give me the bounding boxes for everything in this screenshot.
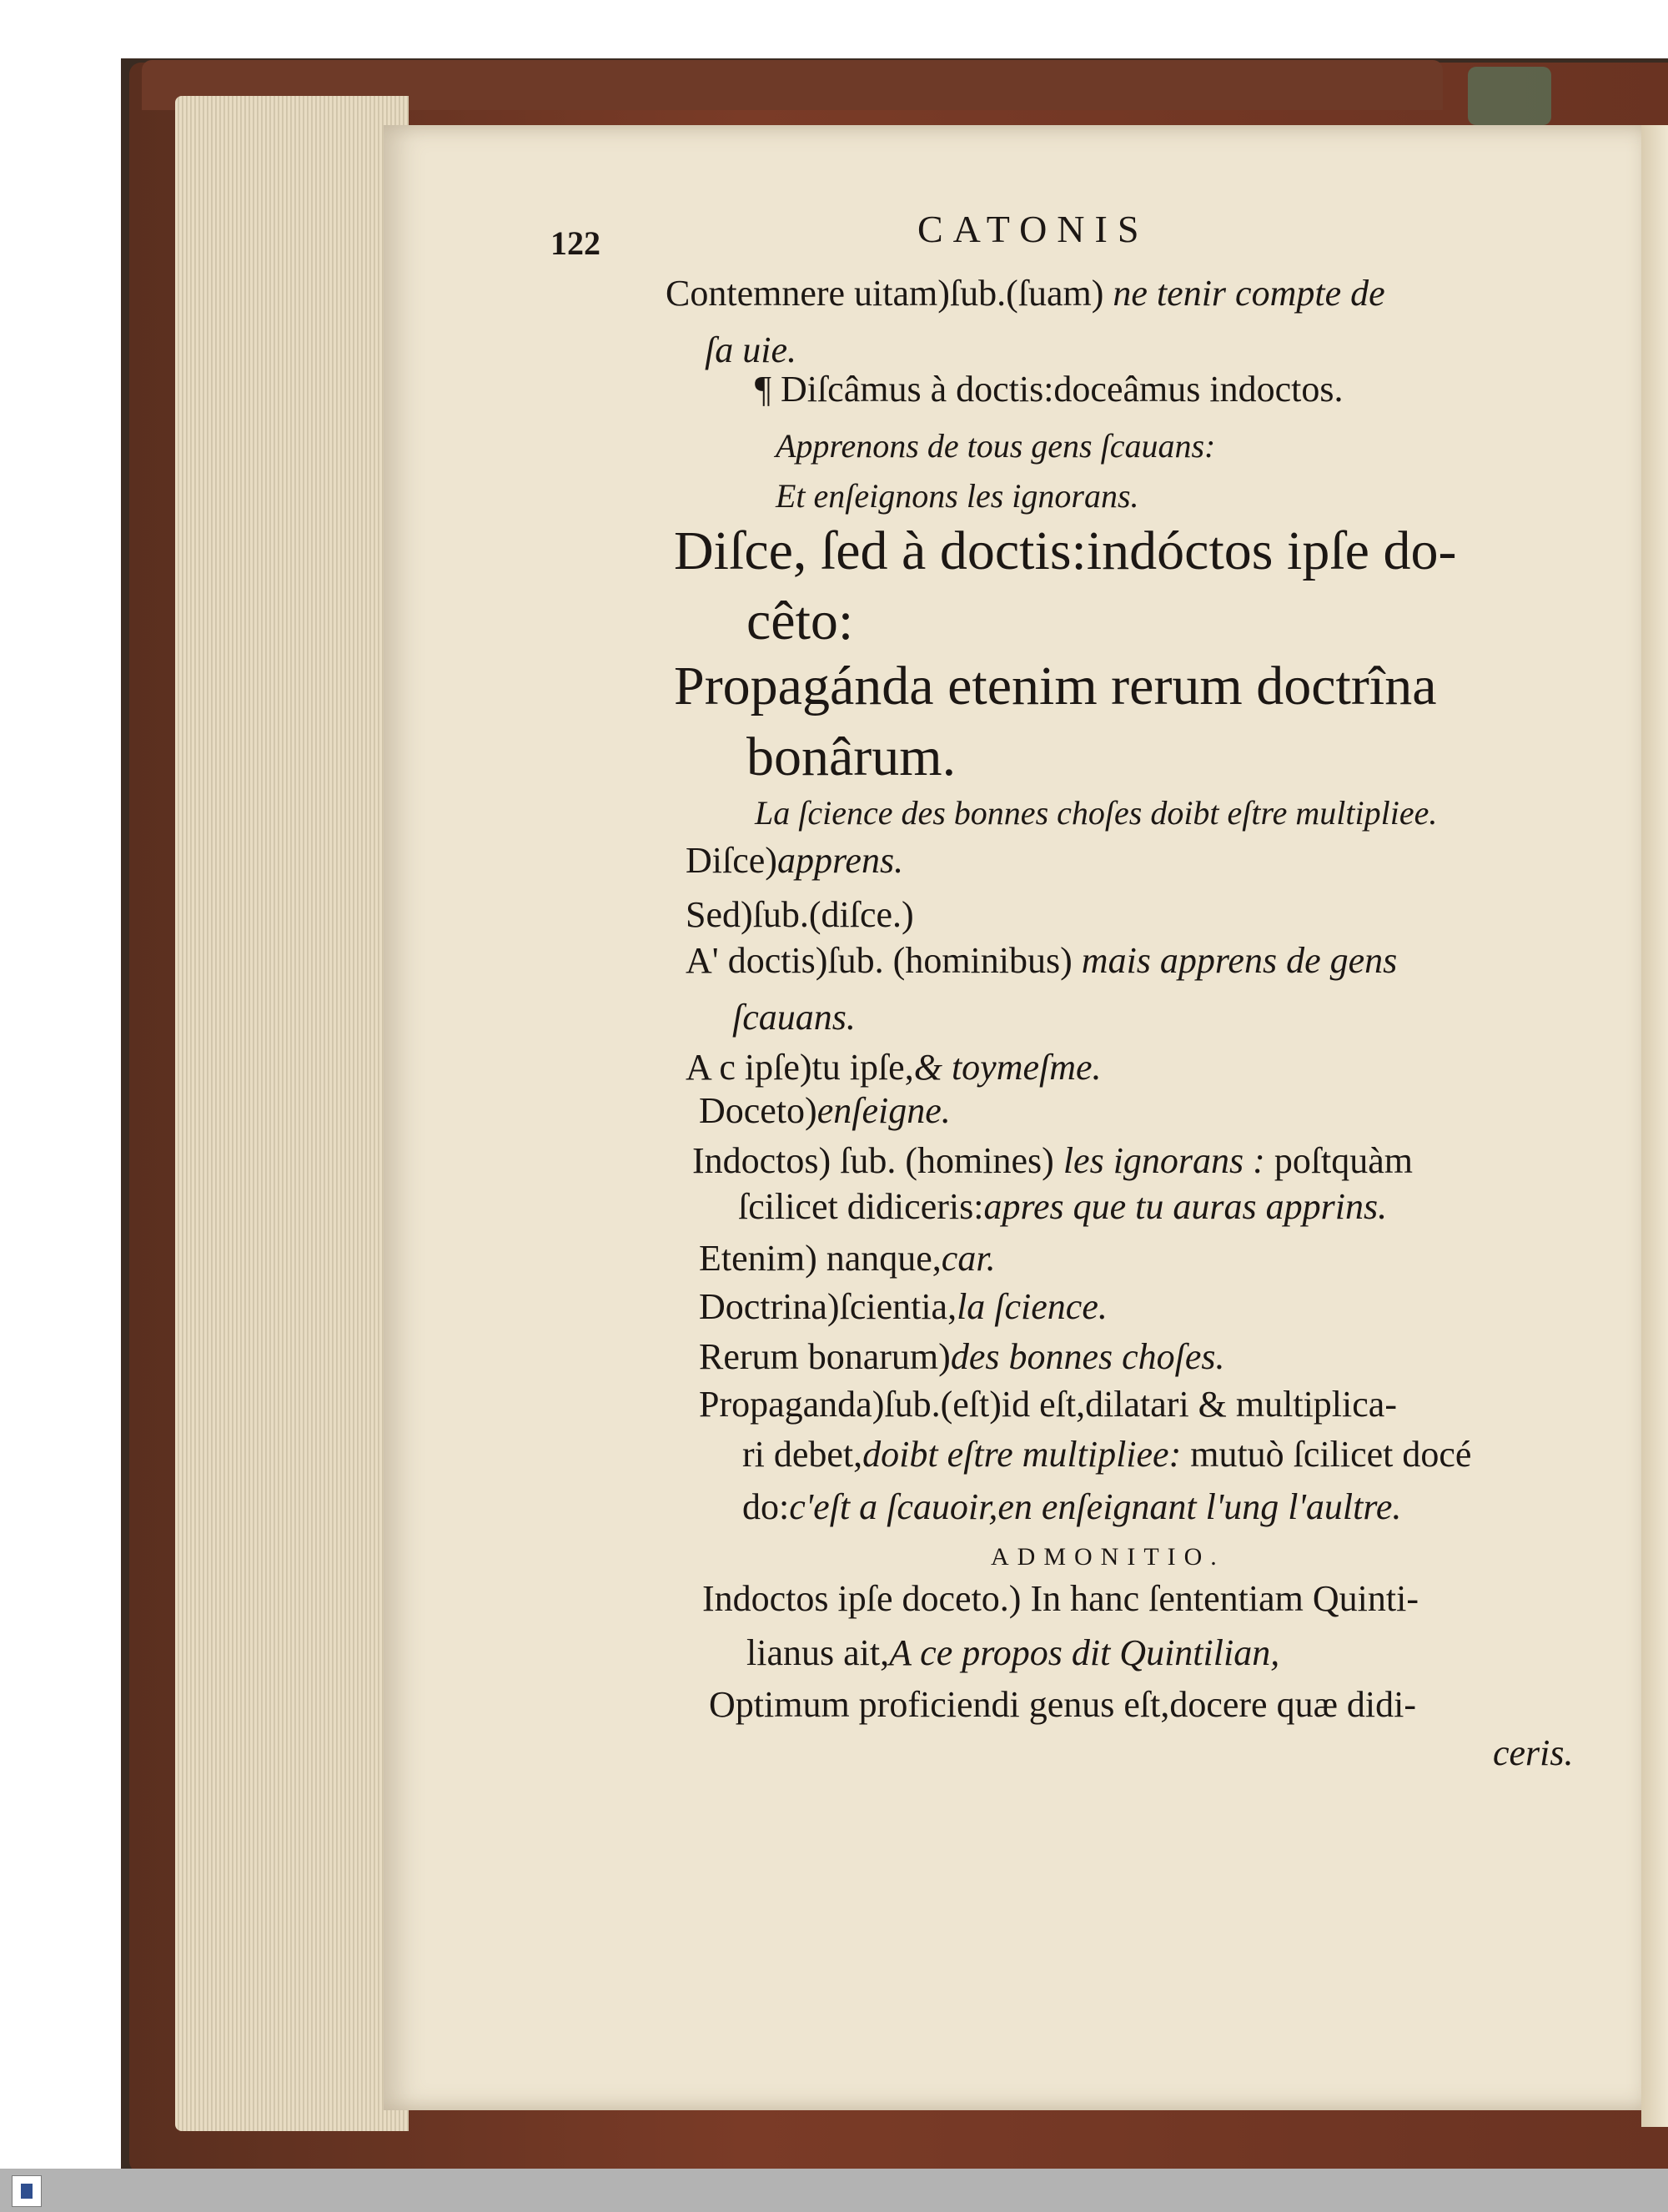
text-line: La ſcience des bonnes choſes doibt eſtre multipliee.: [755, 794, 1438, 832]
text-line: Propaganda)ſub.(eſt)id eſt,dilatari & multiplica-: [699, 1384, 1397, 1425]
section-heading: ADMONITIO.: [991, 1543, 1225, 1571]
library-logo-icon: [12, 2175, 42, 2207]
verse-line: Diſce, ſed à doctis:indóctos ipſe do-: [674, 520, 1457, 581]
text-line: A' doctis)ſub. (hominibus) mais apprens de gens: [686, 940, 1398, 981]
text-line: do:c'eſt a ſcauoir,en enſeignant l'ung l'aultre.: [742, 1486, 1402, 1527]
text-line: Diſce)apprens.: [686, 840, 904, 881]
text-line: ſcauans.: [732, 997, 856, 1038]
page-number: 122: [550, 224, 600, 262]
text-line: Rerum bonarum)des bonnes choſes.: [699, 1336, 1225, 1377]
text-line: ceris.: [1493, 1732, 1574, 1773]
text-line: Etenim) nanque,car.: [699, 1238, 996, 1279]
text-line: ¶ Diſcâmus à doctis:doceâmus indoctos.: [755, 369, 1344, 410]
text-line: Apprenons de tous gens ſcauans:: [776, 427, 1216, 465]
text-line: lianus ait,A ce propos dit Quintilian,: [746, 1632, 1280, 1673]
text-line: Contemnere uitam)ſub.(ſuam) ne tenir compte de: [666, 273, 1385, 314]
verse-line: cêto:: [746, 591, 854, 651]
text-line: ſcilicet didiceris:apres que tu auras apprins.: [738, 1186, 1388, 1227]
text-line: Sed)ſub.(diſce.): [686, 894, 914, 935]
text-line: Indoctos) ſub. (homines) les ignorans : poſtquàm: [692, 1140, 1414, 1181]
running-head: CATONIS: [917, 208, 1149, 250]
text-line: ri debet,doibt eſtre multipliee: mutuò ſcilicet docé: [742, 1434, 1472, 1475]
text-line: A c ipſe)tu ipſe,& toymeſme.: [686, 1047, 1102, 1088]
verse-line: bonârum.: [746, 726, 957, 787]
text-line: Optimum proficiendi genus eſt,docere quæ didi-: [709, 1684, 1417, 1725]
text-line: Doceto)enſeigne.: [699, 1090, 951, 1131]
text-line: Indoctos ipſe doceto.) In hanc ſententiam Quinti-: [702, 1578, 1419, 1619]
text-line: ſa uie.: [705, 329, 796, 370]
verse-line: Propagánda etenim rerum doctrîna: [674, 656, 1437, 716]
text-line: Doctrina)ſcientia,la ſcience.: [699, 1286, 1108, 1327]
text-line: Et enſeignons les ignorans.: [776, 477, 1139, 515]
viewer-footer-bar: [0, 2169, 1668, 2212]
